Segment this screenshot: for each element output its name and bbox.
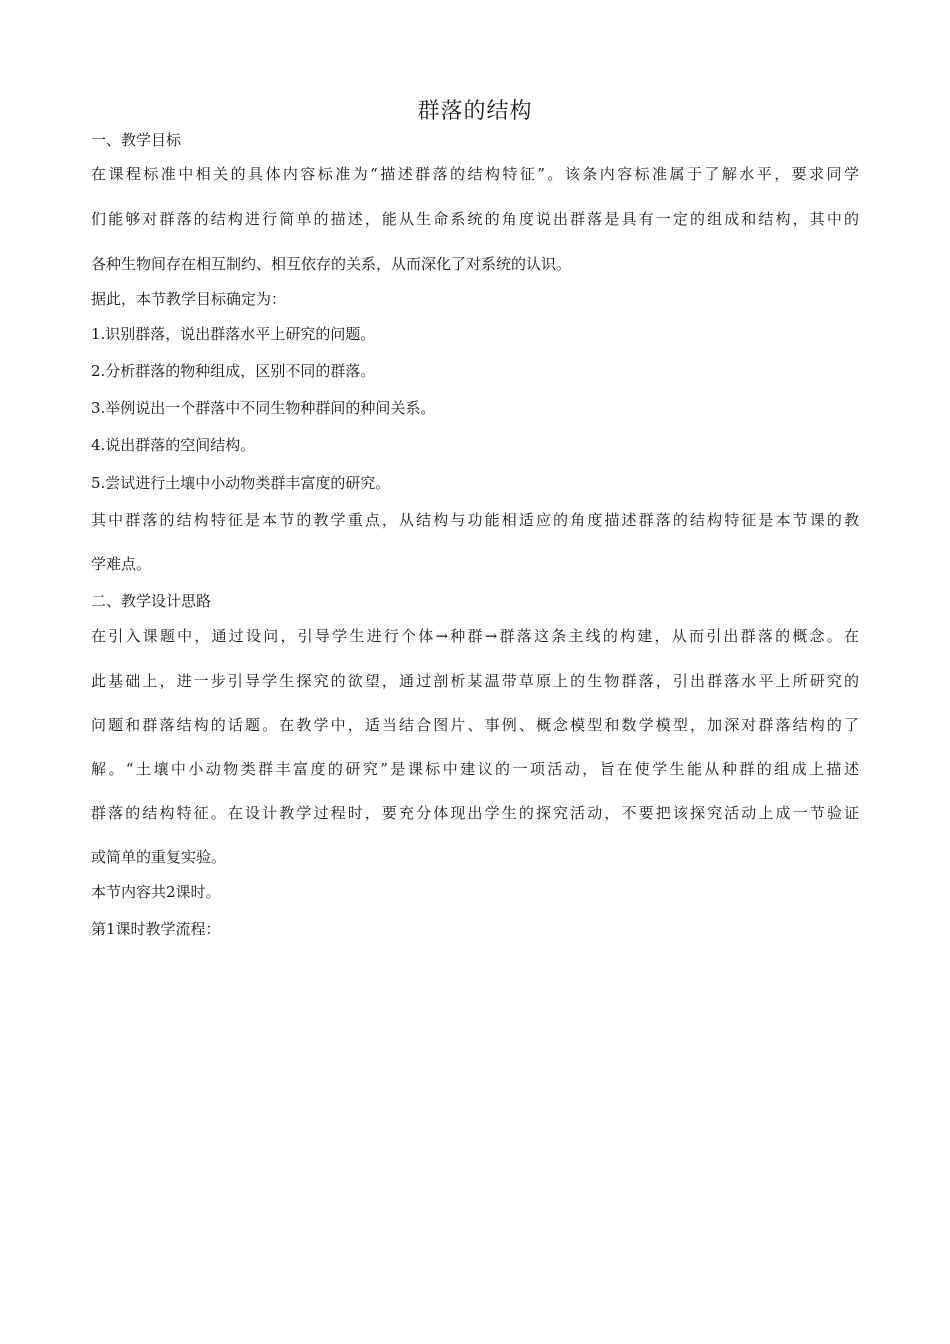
paragraph-line: 们能够对群落的结构进行简单的描述，能从生命系统的角度说出群落是具有一定的组成和结构，其中的 [91,210,859,228]
section-heading-design: 二、教学设计思路 [91,592,212,610]
objective-item: 4.说出群落的空间结构。 [91,436,256,454]
paragraph-line: 在引入课题中，通过设问，引导学生进行个体→种群→群落这条主线的构建，从而引出群落的概念。在 [91,627,859,645]
section-heading-objectives: 一、教学目标 [91,131,182,149]
paragraph-line: 其中群落的结构特征是本节的教学重点，从结构与功能相适应的角度描述群落的结构特征是本节课的教 [91,511,859,529]
objective-item: 2.分析群落的物种组成，区别不同的群落。 [91,362,376,380]
paragraph-line: 第1课时教学流程： [91,920,221,938]
paragraph-line: 在课程标准中相关的具体内容标准为“描述群落的结构特征”。该条内容标准属于了解水平，要求同学 [91,165,859,183]
document-title: 群落的结构 [417,99,533,124]
paragraph-line: 或简单的重复实验。 [91,848,227,866]
paragraph-line: 群落的结构特征。在设计教学过程时，要充分体现出学生的探究活动，不要把该探究活动上成一节验证 [91,804,859,822]
paragraph-line: 各种生物间存在相互制约、相互依存的关系，从而深化了对系统的认识。 [91,255,572,273]
paragraph-line: 问题和群落结构的话题。在教学中，适当结合图片、事例、概念模型和数学模型，加深对群落结构的了 [91,716,859,734]
paragraph-line: 此基础上，进一步引导学生探究的欲望，通过剖析某温带草原上的生物群落，引出群落水平上所研究的 [91,672,859,690]
paragraph-line: 学难点。 [91,555,152,573]
paragraph-line: 解。“土壤中小动物类群丰富度的研究”是课标中建议的一项活动，旨在使学生能从种群的组成上描述 [91,760,859,778]
paragraph-line: 据此，本节教学目标确定为： [91,290,287,308]
objective-item: 3.举例说出一个群落中不同生物种群间的种间关系。 [91,399,436,417]
objective-item: 1.识别群落，说出群落水平上研究的问题。 [91,325,376,343]
paragraph-line: 本节内容共2课时。 [91,883,221,901]
objective-item: 5.尝试进行土壤中小动物类群丰富度的研究。 [91,474,391,492]
